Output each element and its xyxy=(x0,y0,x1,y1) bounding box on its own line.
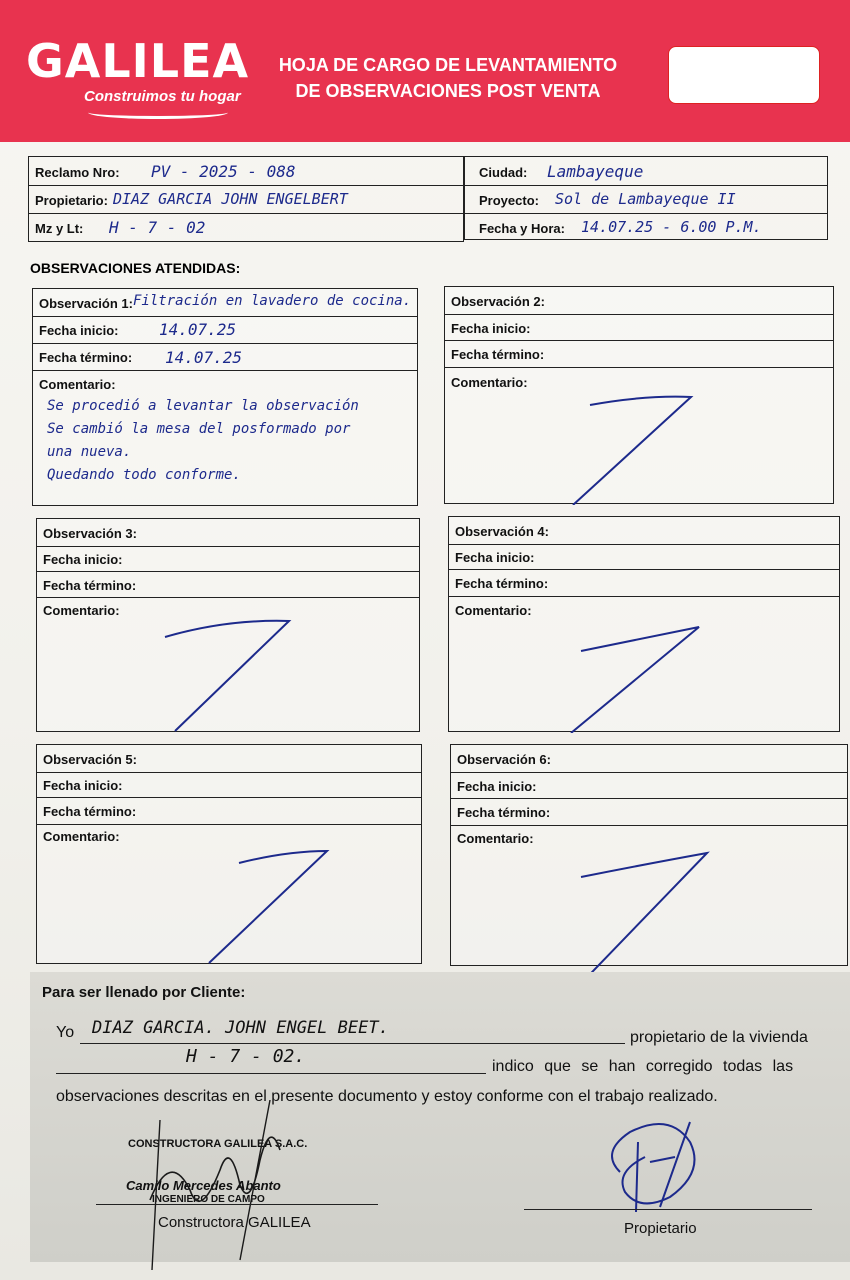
client-heading: Para ser llenado por Cliente: xyxy=(42,984,246,1001)
client-text-1: propietario de la vivienda xyxy=(630,1029,808,1046)
observation-5-end-label: Fecha término: xyxy=(43,804,137,819)
observation-1-end-label: Fecha término: xyxy=(39,350,133,365)
client-lot: H - 7 - 02. xyxy=(186,1046,306,1067)
observation-4-start-label: Fecha inicio: xyxy=(455,550,535,565)
logo-swoosh xyxy=(88,106,228,119)
stamp-role: INGENIERO DE CAMPO xyxy=(152,1194,265,1205)
observation-5-comment-label: Comentario: xyxy=(43,829,120,844)
owner-sign-label: Propietario xyxy=(624,1220,697,1237)
observation-1-value: Filtración en lavadero de cocina. xyxy=(133,293,412,309)
reclamo-label: Reclamo Nro: xyxy=(35,165,120,180)
header-banner xyxy=(0,0,850,142)
observation-3-box xyxy=(36,518,420,732)
title-line-2: DE OBSERVACIONES POST VENTA xyxy=(295,81,601,101)
observation-4-box xyxy=(448,516,840,732)
fecha-label: Fecha y Hora: xyxy=(479,221,565,236)
stamp-company: CONSTRUCTORA GALILEA S.A.C. xyxy=(128,1138,308,1150)
observation-5-label: Observación 5: xyxy=(43,752,137,767)
engineer-signature xyxy=(130,1100,300,1275)
info-table-left xyxy=(28,156,464,242)
observation-2-start-label: Fecha inicio: xyxy=(451,321,531,336)
observation-1-start-value: 14.07.25 xyxy=(159,320,237,339)
observation-2-comment-label: Comentario: xyxy=(451,375,528,390)
client-text-2: indico que se han corregido todas las xyxy=(492,1058,794,1075)
name-line xyxy=(80,1043,625,1044)
observation-3-end-label: Fecha término: xyxy=(43,578,137,593)
document-title xyxy=(258,52,638,104)
observation-3-comment-label: Comentario: xyxy=(43,603,120,618)
info-table-right xyxy=(464,156,828,240)
company-sign-label: Constructora GALILEA xyxy=(158,1214,311,1231)
strike-through-mark xyxy=(37,519,421,733)
observation-5-box xyxy=(36,744,422,964)
observation-5-start-label: Fecha inicio: xyxy=(43,778,123,793)
observation-3-start-label: Fecha inicio: xyxy=(43,552,123,567)
observation-2-end-label: Fecha término: xyxy=(451,347,545,362)
stamp-name: Camilo Mercedes Abanto xyxy=(126,1178,281,1193)
proyecto-label: Proyecto: xyxy=(479,193,539,208)
client-yo: Yo xyxy=(56,1024,75,1041)
reclamo-value: PV - 2025 - 088 xyxy=(151,162,296,181)
proyecto-value: Sol de Lambayeque II xyxy=(555,190,736,208)
fecha-value: 14.07.25 - 6.00 P.M. xyxy=(581,218,762,236)
client-name: DIAZ GARCIA. JOHN ENGEL BEET. xyxy=(92,1018,389,1038)
owner-signature xyxy=(590,1112,710,1222)
strike-through-mark xyxy=(445,287,835,505)
observation-4-label: Observación 4: xyxy=(455,524,549,539)
comment-line: Quedando todo conforme. xyxy=(47,467,241,483)
observation-1-end-value: 14.07.25 xyxy=(165,348,243,367)
strike-through-mark xyxy=(37,745,423,965)
ciudad-value: Lambayeque xyxy=(547,162,644,181)
title-line-1: HOJA DE CARGO DE LEVANTAMIENTO xyxy=(278,55,618,75)
company-logo: GALILEA xyxy=(26,34,250,88)
owner-sign-line xyxy=(524,1209,812,1210)
propietario-label: Propietario: xyxy=(35,193,108,208)
observation-1-comment xyxy=(47,395,359,487)
observation-1-box xyxy=(32,288,418,506)
company-tagline: Construimos tu hogar xyxy=(84,88,241,105)
propietario-value: DIAZ GARCIA JOHN ENGELBERT xyxy=(113,190,348,208)
observation-6-comment-label: Comentario: xyxy=(457,831,534,846)
observation-6-box xyxy=(450,744,848,966)
comment-line: Se cambió la mesa del posformado por xyxy=(47,421,351,437)
observation-6-start-label: Fecha inicio: xyxy=(457,779,537,794)
observation-1-comment-label: Comentario: xyxy=(39,377,116,392)
mzlt-label: Mz y Lt: xyxy=(35,221,84,236)
observation-2-box xyxy=(444,286,834,504)
company-sign-line xyxy=(96,1204,378,1205)
observation-4-comment-label: Comentario: xyxy=(455,603,532,618)
strike-through-mark xyxy=(449,517,841,733)
section-title: OBSERVACIONES ATENDIDAS: xyxy=(30,260,241,276)
client-text-3: observaciones descritas en el presente documento y estoy conforme con el trabajo realizado. xyxy=(56,1088,718,1105)
observation-1-label: Observación 1: xyxy=(39,296,133,311)
ciudad-label: Ciudad: xyxy=(479,165,528,180)
lot-line xyxy=(56,1073,486,1074)
mzlt-value: H - 7 - 02 xyxy=(109,218,206,237)
comment-line: Se procedió a levantar la observación xyxy=(47,398,359,414)
observation-4-end-label: Fecha término: xyxy=(455,576,549,591)
observation-1-start-label: Fecha inicio: xyxy=(39,323,119,338)
observation-6-label: Observación 6: xyxy=(457,752,551,767)
comment-line: una nueva. xyxy=(47,444,132,460)
observation-2-label: Observación 2: xyxy=(451,294,545,309)
observation-3-label: Observación 3: xyxy=(43,526,137,541)
document-number-box xyxy=(668,46,820,104)
observation-6-end-label: Fecha término: xyxy=(457,805,551,820)
